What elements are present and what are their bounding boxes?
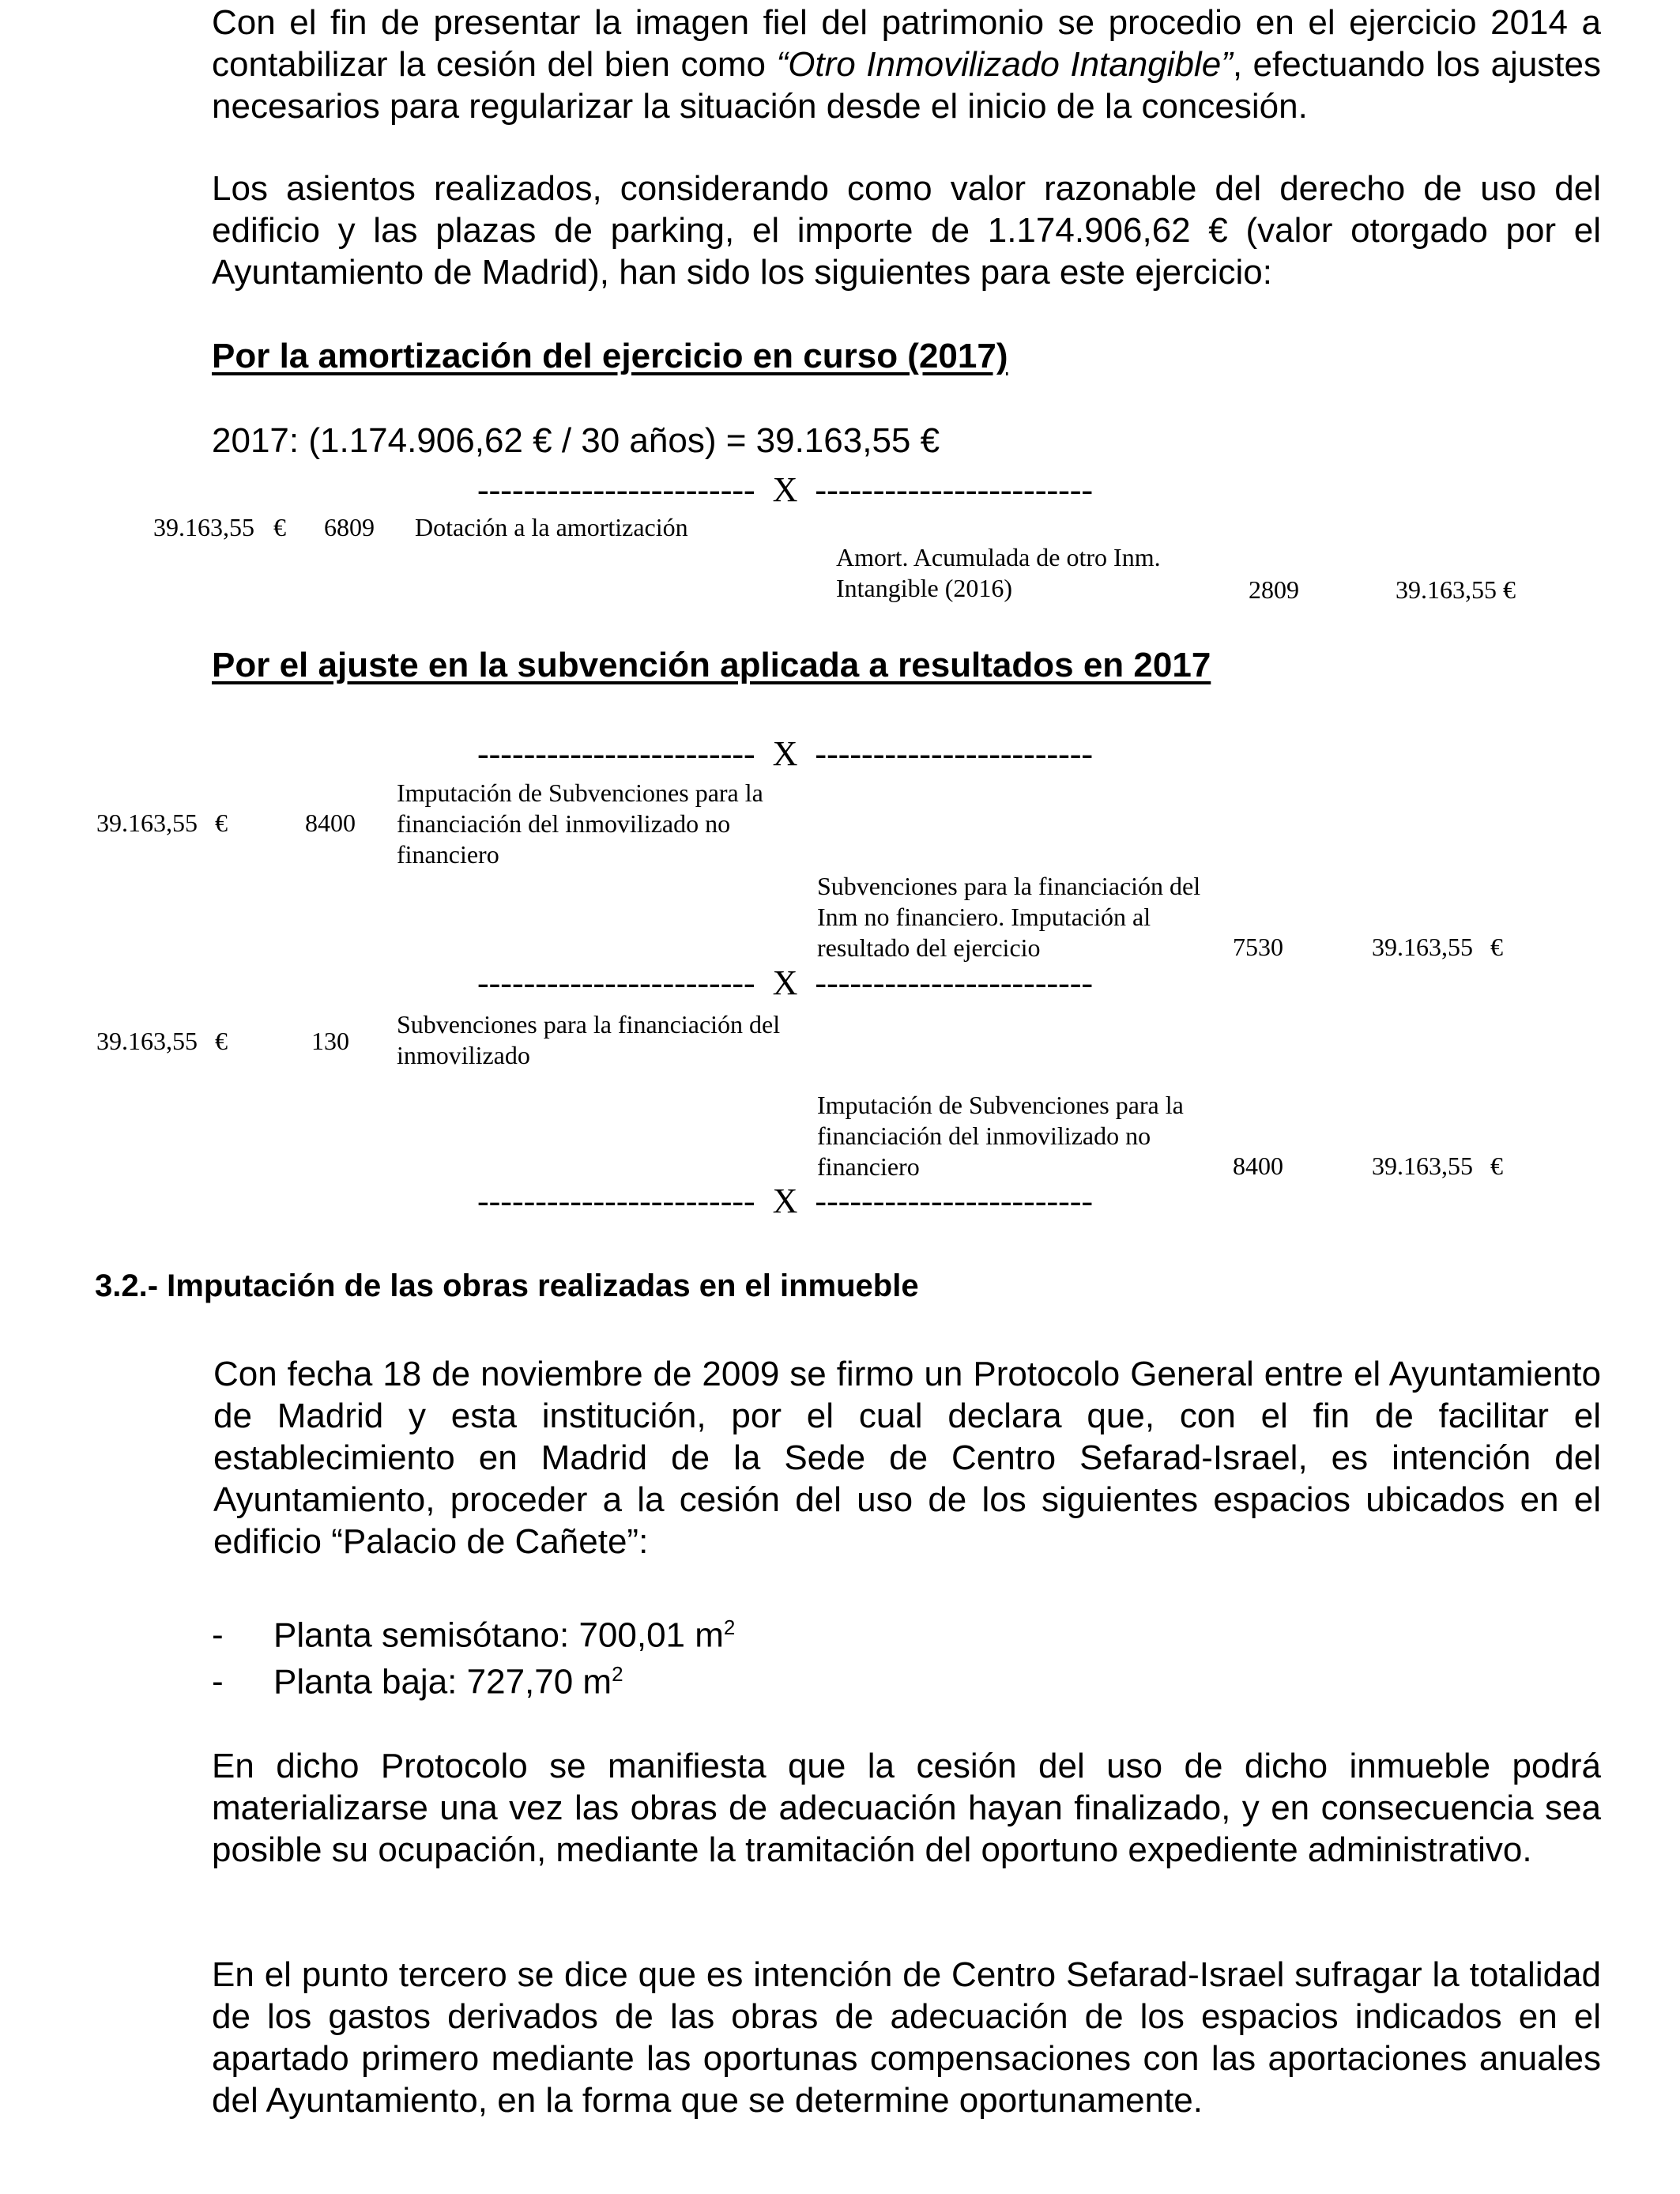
entry2-debit-code: 8400 <box>305 809 356 837</box>
entry3-currency: € <box>215 1027 228 1055</box>
entry2-debit-description: Imputación de Subvenciones para la financiación del inmovilizado no financiero <box>397 778 763 869</box>
list-item <box>273 1662 623 1702</box>
list-item-text: Planta semisótano: 700,01 m <box>273 1615 724 1655</box>
entry2-credit-currency: € <box>1490 933 1503 961</box>
entry1-credit-amount: 39.163,55 € <box>1396 575 1516 604</box>
entry3-debit-amount: 39.163,55 <box>96 1027 198 1055</box>
entry3-credit-description: Imputación de Subvenciones para la financiación del inmovilizado no financiero <box>817 1091 1184 1181</box>
section-heading: 3.2.- Imputación de las obras realizadas en el inmueble <box>95 1269 919 1303</box>
entry2-currency: € <box>215 809 228 837</box>
list-dash: - <box>212 1662 224 1701</box>
list-item-sup: 2 <box>612 1662 623 1686</box>
protocol-paragraph: Con fecha 18 de noviembre de 2009 se firmo un Protocolo General entre el Ayuntamiento de Madrid y esta institución, por el cual declara que, con el fin de facilitar el establecimiento en Madrid de la Sede de Centro Sefarad-Israel, es intención del Ayuntamiento, proceder a la cesión del uso de los siguientes espacios ubicados en el edificio “Palacio de Cañete”: <box>213 1355 1601 1561</box>
entry-separator: ------------------------ X ------------------------ <box>477 963 1094 1002</box>
list-item <box>273 1615 735 1656</box>
entry1-debit-description: Dotación a la amortización <box>415 513 688 541</box>
list-item-sup: 2 <box>723 1615 736 1639</box>
entry2-debit-amount: 39.163,55 <box>96 809 198 837</box>
entry1-debit-code: 6809 <box>324 513 375 541</box>
third-point-paragraph: En el punto tercero se dice que es intención de Centro Sefarad-Israel sufragar la totalidad de los gastos derivados de las obras de adecuación de los espacios indicados en el apartado primero mediante las oportunas compensaciones con las aportaciones anuales del Ayuntamiento, en la forma que se determine oportunamente. <box>212 1955 1601 2120</box>
entry3-debit-description: Subvenciones para la financiación del inmovilizado <box>397 1010 781 1069</box>
entry1-credit-code: 2809 <box>1249 575 1299 604</box>
entry3-credit-currency: € <box>1490 1152 1503 1180</box>
entry3-credit-code: 8400 <box>1233 1152 1283 1180</box>
amortization-heading: Por la amortización del ejercicio en curso (2017) <box>212 337 1008 375</box>
amortization-formula: 2017: (1.174.906,62 € / 30 años) = 39.163,55 € <box>212 421 940 460</box>
entry1-debit-amount: 39.163,55 <box>153 513 254 541</box>
entry3-credit-amount: 39.163,55 <box>1372 1152 1473 1180</box>
entry1-credit-description: Amort. Acumulada de otro Inm. Intangible (2016) <box>836 543 1161 602</box>
subvention-heading: Por el ajuste en la subvención aplicada a resultados en 2017 <box>212 646 1211 684</box>
intro-emphasis: “Otro Inmovilizado Intangible” <box>776 45 1233 84</box>
protocol-manifest-paragraph: En dicho Protocolo se manifiesta que la cesión del uso de dicho inmueble podrá materializarse una vez las obras de adecuación hayan finalizado, y en consecuencia sea posible su ocupación, mediante la tramitación del oportuno expediente administrativo. <box>212 1747 1601 1869</box>
entry-separator: ------------------------ X ------------------------ <box>477 734 1094 773</box>
entry2-credit-amount: 39.163,55 <box>1372 933 1473 961</box>
entry1-currency: € <box>273 513 286 541</box>
list-item-text: Planta baja: 727,70 m <box>273 1662 612 1702</box>
entry3-debit-code: 130 <box>311 1027 349 1055</box>
intro-text-start: Con el fin de presentar la imagen fiel del patrimonio se procedio en el ejercicio 2014 a contabilizar la cesión del bien como <box>212 3 1601 84</box>
intro-paragraph <box>212 2 1601 127</box>
entry2-credit-code: 7530 <box>1233 933 1283 961</box>
asientos-paragraph: Los asientos realizados, considerando como valor razonable del derecho de uso del edificio y las plazas de parking, el importe de 1.174.906,62 € (valor otorgado por el Ayuntamiento de Madrid), han sido los siguientes para este ejercicio: <box>212 169 1601 292</box>
entry-separator: ------------------------ X ------------------------ <box>477 1182 1094 1220</box>
entry2-credit-description: Subvenciones para la financiación del Inm no financiero. Imputación al resultado del ejercicio <box>817 872 1201 962</box>
entry-separator: ------------------------ X ------------------------ <box>477 470 1094 509</box>
intro-text-end: , efectuando los ajustes necesarios para regularizar la situación desde el inicio de la concesión. <box>212 45 1601 126</box>
list-dash: - <box>212 1615 224 1654</box>
